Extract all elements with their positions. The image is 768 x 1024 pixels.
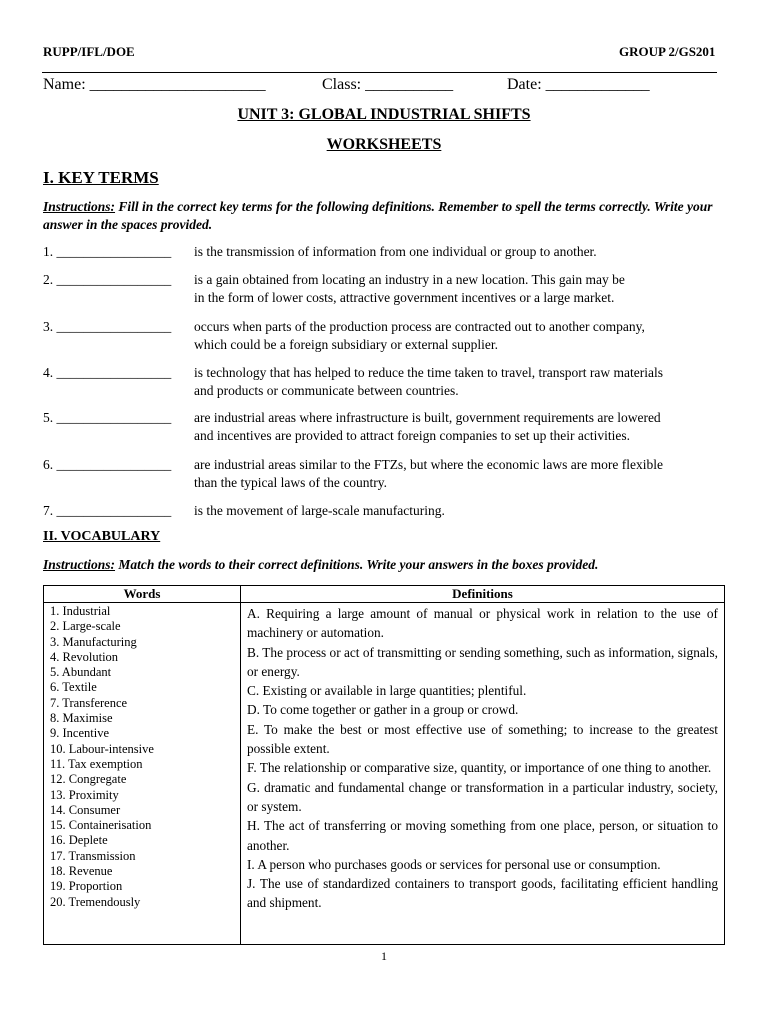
vocabulary-word: 11. Tax exemption (50, 756, 143, 771)
vocabulary-definition: J. The use of standardized containers to transport goods, facilitating efficient handling and shipment. (247, 876, 718, 911)
vocabulary-definition: B. The process or act of transmitting or sending something, such as information, signals, or energy. (247, 644, 718, 679)
vocabulary-definition: E. To make the best or most effective use of something; to increase to the greatest possible extent. (247, 721, 718, 757)
instructions-label: Instructions: (43, 199, 116, 214)
vocabulary-definition: H. The act of transferring or moving something from one place, person, or situation to another. (247, 818, 718, 853)
vocabulary-definition: I. A person who purchases goods or services for personal use or consumption. (247, 856, 661, 872)
key-term-definition-line: are industrial areas where infrastructure is built, government requirements are lowered (194, 410, 661, 425)
vocabulary-word: 8. Maximise (50, 711, 113, 726)
vocabulary-definition: A. Requiring a large amount of manual or physical work in relation to the use of machinery or automation. (247, 606, 718, 641)
vocabulary-definition: F. The relationship or comparative size, quantity, or importance of one thing to another. (247, 760, 712, 776)
vocabulary-word: 14. Consumer (50, 802, 121, 817)
key-term-definition-line: than the typical laws of the country. (194, 475, 387, 490)
date-field: Date: _____________ (507, 76, 650, 93)
vocabulary-word: 4. Revolution (50, 649, 119, 664)
vocabulary-word: 9. Incentive (50, 726, 110, 741)
key-term-blank: 3. _________________ (43, 319, 172, 334)
vocabulary-word: 6. Textile (50, 680, 97, 695)
vocabulary-word: 16. Deplete (50, 833, 108, 848)
vocabulary-instructions (43, 556, 723, 574)
vocabulary-word: 13. Proximity (50, 787, 119, 802)
instructions-text: Match the words to their correct definitions. Write your answers in the boxes provided. (115, 557, 599, 572)
class-field: Class: ___________ (322, 76, 454, 93)
vocabulary-word: 5. Abundant (50, 665, 112, 680)
vocabulary-definition: D. To come together or gather in a group or crowd. (247, 702, 519, 718)
vocabulary-definition: C. Existing or available in large quantities; plentiful. (247, 683, 527, 699)
key-term-definition-line: which could be a foreign subsidiary or external supplier. (194, 337, 499, 352)
section-vocabulary-heading: II. VOCABULARY (43, 529, 161, 544)
key-term-definition-line: are industrial areas similar to the FTZs, but where the economic laws are more flexible (194, 457, 663, 472)
header-right: GROUP 2/GS201 (619, 44, 716, 59)
vocabulary-word: 1. Industrial (50, 604, 111, 618)
vocabulary-word: 17. Transmission (50, 848, 136, 863)
key-terms-instructions (43, 198, 723, 234)
definitions-column-header: Definitions (241, 586, 725, 603)
key-term-definition-line: and products or communicate between countries. (194, 383, 459, 398)
words-cell (44, 603, 241, 945)
header-left: RUPP/IFL/DOE (43, 44, 135, 59)
vocabulary-word: 20. Tremendously (50, 894, 141, 909)
key-term-definition-line: and incentives are provided to attract foreign companies to set up their activities. (194, 428, 630, 443)
name-field: Name: ______________________ (43, 76, 266, 93)
vocabulary-definition: G. dramatic and fundamental change or transformation in a particular industry, society, or system. (247, 779, 718, 814)
key-term-blank: 1. _________________ (43, 244, 172, 259)
section-key-terms-heading: I. KEY TERMS (43, 168, 159, 187)
vocabulary-word: 12. Congregate (50, 772, 127, 787)
key-term-blank: 4. _________________ (43, 365, 172, 380)
vocabulary-table (43, 585, 725, 945)
vocabulary-word: 3. Manufacturing (50, 634, 137, 649)
words-column-header: Words (44, 586, 241, 603)
header-rule (42, 72, 717, 73)
key-term-definition-line: is technology that has helped to reduce the time taken to travel, transport raw materials (194, 365, 663, 380)
key-term-blank: 5. _________________ (43, 410, 172, 425)
vocabulary-word: 7. Transference (50, 695, 128, 710)
key-term-blank: 2. _________________ (43, 272, 172, 287)
vocabulary-word: 2. Large-scale (50, 619, 121, 634)
key-term-definition-line: in the form of lower costs, attractive government incentives or a large market. (194, 290, 615, 305)
key-term-definition-line: occurs when parts of the production process are contracted out to another company, (194, 319, 645, 334)
key-term-blank: 7. _________________ (43, 503, 172, 518)
vocabulary-word: 18. Revenue (50, 864, 113, 879)
worksheets-title: WORKSHEETS (326, 136, 442, 153)
vocabulary-word: 19. Proportion (50, 879, 123, 894)
definitions-cell (241, 603, 725, 945)
vocabulary-word: 15. Containerisation (50, 818, 152, 833)
key-term-blank: 6. _________________ (43, 457, 172, 472)
unit-title: UNIT 3: GLOBAL INDUSTRIAL SHIFTS (237, 106, 531, 123)
key-term-definition-line: is the movement of large-scale manufacturing. (194, 503, 445, 518)
key-term-definition-line: is a gain obtained from locating an industry in a new location. This gain may be (194, 272, 625, 287)
key-term-definition-line: is the transmission of information from one individual or group to another. (194, 244, 597, 259)
vocabulary-word: 10. Labour-intensive (50, 741, 154, 756)
instructions-label: Instructions: (43, 557, 116, 572)
instructions-text: Fill in the correct key terms for the following definitions. Remember to spell the terms correctly. Write your answer in the spaces provided. (43, 199, 713, 232)
page-number: 1 (381, 949, 387, 963)
